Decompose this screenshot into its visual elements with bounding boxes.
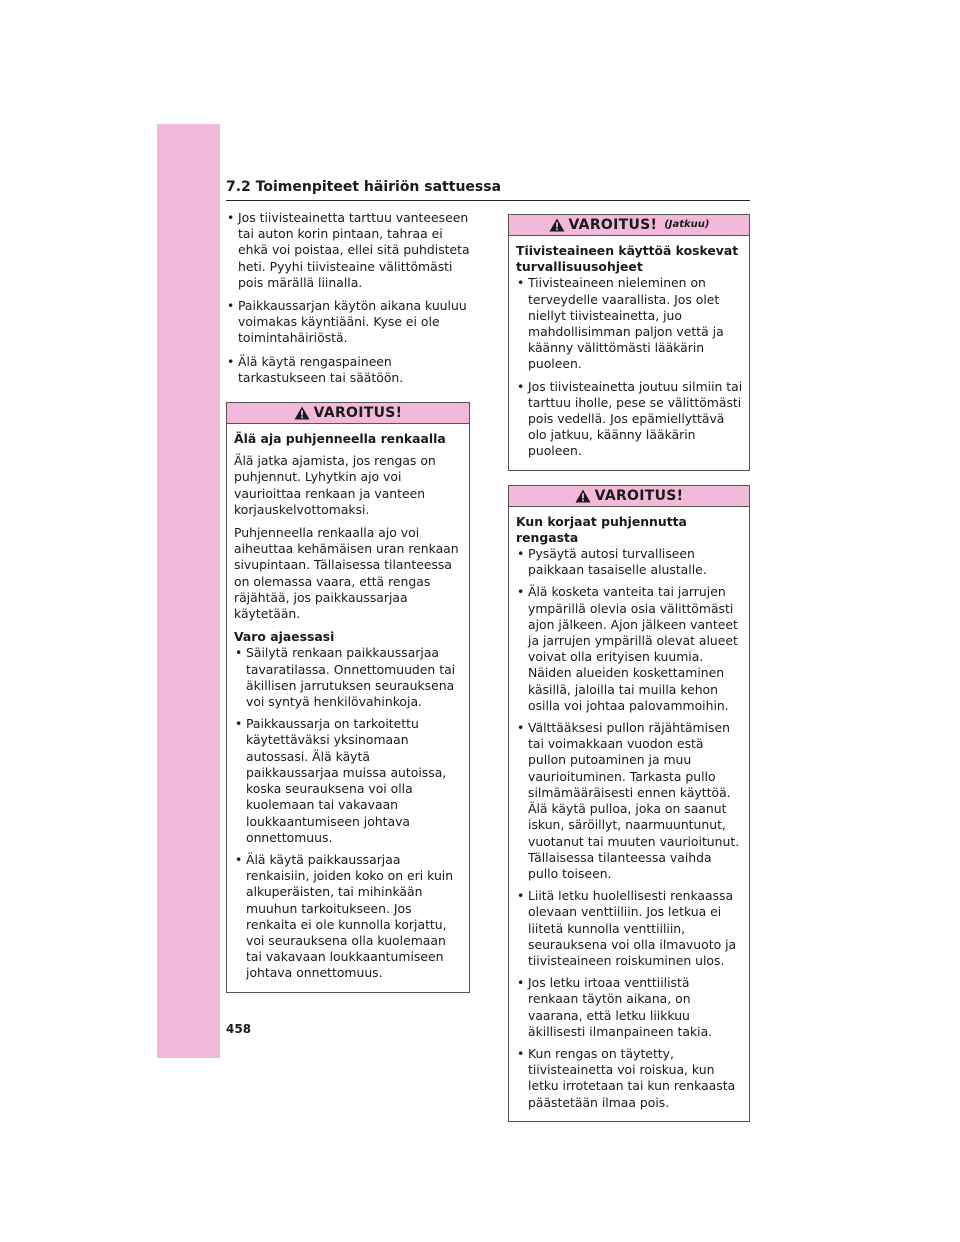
warning-bullet-list [516, 546, 743, 1111]
list-item: • Paikkaussarjan käytön aikana kuuluu voimakas käyntiääni. Kyse ei ole toimintahäiriöstä. [226, 298, 470, 347]
warning-box-header [509, 486, 749, 507]
list-item: • Välttääksesi pullon räjähtämisen tai voimakkaan vuodon estä pullon putoaminen ja muu vaurioituminen. Tarkasta pullo silmämääräisesti ennen käyttöä. Älä käytä pulloa, joka on saanut iskun, säröillyt, naarmuuntunut, vuotanut tai muuten vaurioitunut. Tällaisessa tilanteessa vaihda pullo toiseen. [516, 720, 743, 882]
warning-box-body [509, 507, 749, 1121]
intro-bullet-list [226, 210, 470, 386]
left-column [226, 210, 470, 1007]
warning-heading: Älä aja puhjenneella renkaalla [234, 431, 446, 447]
list-item: • Älä käytä rengaspaineen tarkastukseen tai säätöön. [226, 354, 470, 386]
warning-box-body [509, 236, 749, 470]
warning-paragraph: Puhjenneella renkaalla ajo voi aiheuttaa kehämäisen uran renkaan sivupintaan. Tällaisessa tilanteessa on olemassa vaara, että rengas räjähtää, jos paikkaussarjaa käytetään. [234, 525, 459, 622]
warning-box-repair [508, 485, 750, 1122]
warning-triangle-icon [549, 218, 565, 232]
warning-title: VAROITUS! [568, 216, 658, 233]
list-item: • Pysäytä autosi turvalliseen paikkaan tasaiselle alustalle. [516, 546, 743, 578]
warning-heading: Kun korjaat puhjennutta rengasta [516, 513, 687, 545]
list-item: • Tiivisteaineen nieleminen on terveydelle vaarallista. Jos olet niellyt tiivisteainetta, juo mahdollisimman paljon vettä ja käänny välittömästi lääkärin puoleen. [516, 275, 743, 372]
continued-label: (Jatkuu) [664, 218, 710, 230]
warning-bullet-list [234, 645, 463, 981]
list-item: • Jos tiivisteainetta joutuu silmiin tai tarttuu iholle, pese se välittömästi pois vedellä. Jos epämiellyttävä olo jatkuu, käänny lääkärin puoleen. [516, 379, 743, 460]
list-item: • Paikkaussarja on tarkoitettu käytettäväksi yksinomaan autossasi. Älä käytä paikkaussarjaa muissa autoissa, koska seurauksena voi olla kuolemaan tai vakavaan loukkaantumiseen johtava onnettomuus. [234, 716, 463, 846]
warning-heading: Tiivisteaineen käyttöä koskevat turvallisuusohjeet [516, 243, 739, 275]
warning-paragraph: Älä jatka ajamista, jos rengas on puhjennut. Lyhytkin ajo voi vaurioittaa renkaan ja vanteen korjauskelvottomaksi. [234, 453, 436, 517]
page-number: 458 [226, 1022, 252, 1036]
list-item: • Säilytä renkaan paikkaussarjaa tavaratilassa. Onnettomuuden tai äkillisen jarrutuksen seurauksena voi syntyä henkilövahinkoja. [234, 645, 463, 710]
list-item: • Jos tiivisteainetta tarttuu vanteeseen tai auton korin pintaan, tahraa ei ehkä voi poistaa, ellei sitä puhdisteta heti. Pyyhi tiivisteaine välittömästi pois märällä liinalla. [226, 210, 470, 291]
list-item: • Liitä letku huolellisesti renkaassa olevaan venttiiliin. Jos letkua ei liitetä kunnolla venttiiliin, seurauksena voi olla ilmavuoto ja tiivisteaineen roiskuminen ulos. [516, 888, 743, 969]
warning-triangle-icon [575, 489, 591, 503]
chapter-tab [157, 124, 220, 1058]
list-item: • Kun rengas on täytetty, tiivisteainetta voi roiskua, kun letku irrotetaan tai kun renkaasta päästetään ilmaa pois. [516, 1046, 743, 1111]
warning-title: VAROITUS! [313, 404, 403, 421]
warning-box-body [227, 424, 469, 992]
warning-box-sealant-safety [508, 214, 750, 471]
list-item: • Älä kosketa vanteita tai jarrujen ympärillä olevia osia välittömästi ajon jälkeen. Ajon jälkeen vanteet ja jarrujen ympärillä olevat alueet voivat olla erityisen kuumia. Näiden alueiden koskettaminen käsillä, jaloilla tai muilla kehon osilla voi johtaa palovammoihin. [516, 584, 743, 714]
list-item: • Älä käytä paikkaussarjaa renkaisiin, joiden koko on eri kuin alkuperäisten, tai mihinkään muuhun tarkoitukseen. Jos renkaita ei ole kunnolla korjattu, voi seurauksena olla kuolemaan tai vakavaan loukkaantumiseen johtava onnettomuus. [234, 852, 463, 982]
warning-box-header [509, 215, 749, 236]
warning-subheading: Varo ajaessasi [234, 629, 335, 645]
warning-bullet-list [516, 275, 743, 459]
warning-box-flat-tire [226, 402, 470, 993]
warning-title: VAROITUS! [594, 487, 684, 504]
list-item: • Jos letku irtoaa venttiilistä renkaan täytön aikana, on vaarana, että letku liikkuu äkillisesti ilmanpaineen takia. [516, 975, 743, 1040]
right-column [508, 214, 750, 1136]
section-title: 7.2 Toimenpiteet häiriön sattuessa [226, 178, 750, 201]
warning-box-header [227, 403, 469, 424]
warning-triangle-icon [294, 406, 310, 420]
